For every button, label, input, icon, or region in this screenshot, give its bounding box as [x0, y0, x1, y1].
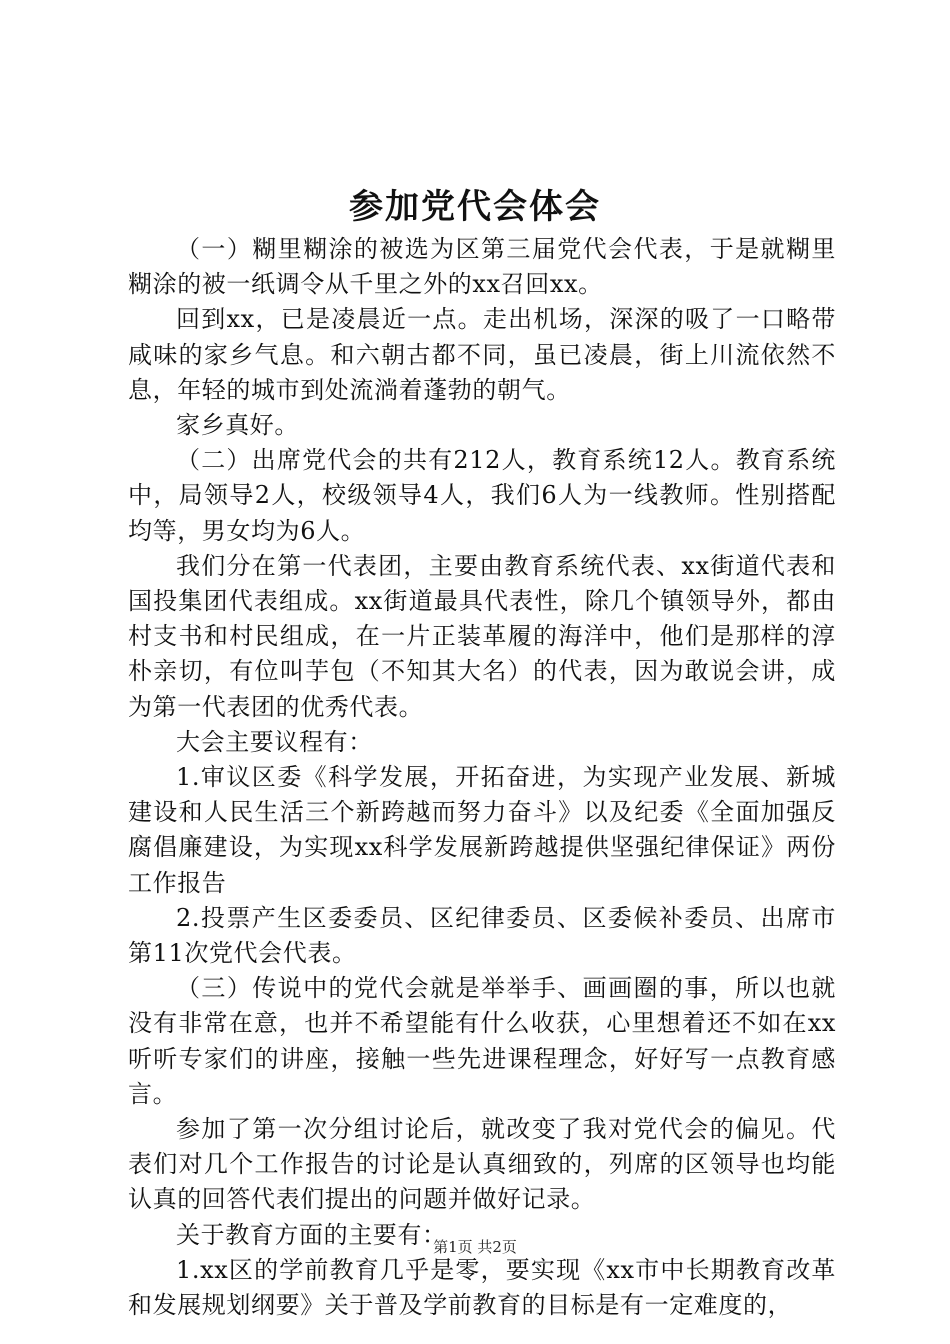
paragraph: 回到xx，已是凌晨近一点。走出机场，深深的吸了一口略带咸味的家乡气息。和六朝古都不同，虽已凌晨，街上川流依然不息，年轻的城市到处流淌着蓬勃的朝气。: [128, 305, 836, 404]
paragraph: （二）出席党代会的共有212人，教育系统12人。教育系统中，局领导2人，校级领导4人，我们6人为一线教师。性别搭配均等，男女均为6人。: [128, 446, 836, 545]
document-title: 参加党代会体会: [349, 187, 601, 227]
paragraph: 关于教育方面的主要有：: [176, 1220, 447, 1249]
paragraph: 1.审议区委《科学发展，开拓奋进，为实现产业发展、新城建设和人民生活三个新跨越而努力奋斗》以及纪委《全面加强反腐倡廉建设，为实现xx科学发展新跨越提供坚强纪律保证》两份工作报告: [128, 763, 836, 897]
document-body: [128, 232, 836, 1323]
page-number-footer: 第1页 共2页: [433, 1238, 517, 1256]
paragraph: （三）传说中的党代会就是举举手、画画圈的事，所以也就没有非常在意，也并不希望能有什么收获，心里想着还不如在xx听听专家们的讲座，接触一些先进课程理念，好好写一点教育感言。: [128, 974, 836, 1108]
paragraph: （一）糊里糊涂的被选为区第三届党代会代表，于是就糊里糊涂的被一纸调令从千里之外的xx召回xx。: [128, 235, 836, 299]
paragraph: 家乡真好。: [176, 411, 299, 440]
paragraph: 2.投票产生区委委员、区纪律委员、区委候补委员、出席市第11次党代会代表。: [128, 903, 836, 968]
paragraph: 参加了第一次分组讨论后，就改变了我对党代会的偏见。代表们对几个工作报告的讨论是认真细致的，列席的区领导也均能认真的回答代表们提出的问题并做好记录。: [128, 1115, 836, 1214]
paragraph: 大会主要议程有：: [176, 727, 373, 756]
paragraph: 1.xx区的学前教育几乎是零，要实现《xx市中长期教育改革和发展规划纲要》关于普及学前教育的目标是有一定难度的，: [128, 1255, 836, 1320]
paragraph: 我们分在第一代表团，主要由教育系统代表、xx街道代表和国投集团代表组成。xx街道最具代表性，除几个镇领导外，都由村支书和村民组成，在一片正装革履的海洋中，他们是那样的淳朴亲切，有位叫芋包（不知其大名）的代表，因为敢说会讲，成为第一代表团的优秀代表。: [128, 551, 836, 721]
